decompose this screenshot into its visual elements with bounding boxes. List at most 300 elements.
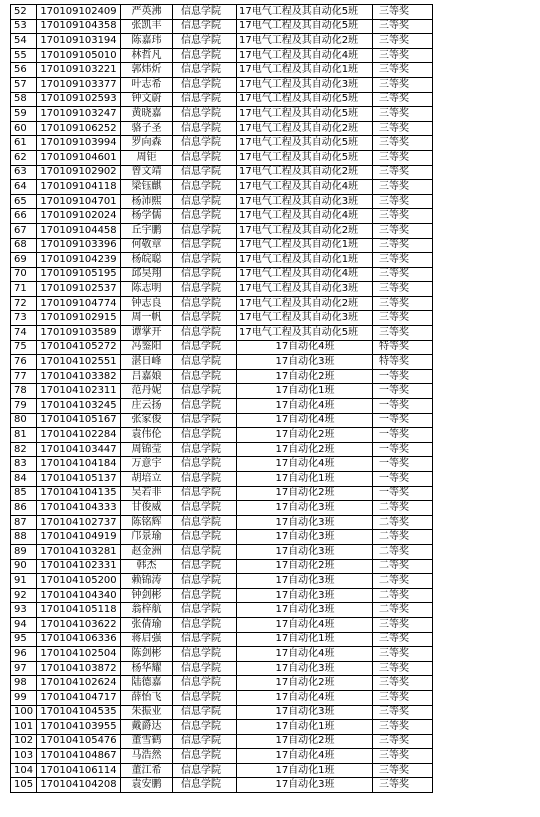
class-cell: 17自动化2班 [237, 428, 373, 443]
table-row [11, 209, 433, 224]
table-row [11, 457, 433, 472]
student-name-cell: 张倩瑜 [121, 617, 173, 632]
class-cell: 17自动化4班 [237, 647, 373, 662]
class-cell: 17自动化4班 [237, 690, 373, 705]
student-id-cell: 170109103221 [37, 63, 121, 78]
class-cell: 17电气工程及其自动化1班 [237, 238, 373, 253]
student-name-cell: 韩杰 [121, 559, 173, 574]
class-cell: 17电气工程及其自动化5班 [237, 5, 373, 20]
student-name-cell: 何敬章 [121, 238, 173, 253]
college-cell: 信息学院 [173, 165, 237, 180]
award-cell: 一等奖 [373, 428, 433, 443]
class-cell: 17自动化4班 [237, 457, 373, 472]
row-number-cell: 65 [11, 194, 37, 209]
student-name-cell: 严英沸 [121, 5, 173, 20]
student-id-cell: 170104104919 [37, 530, 121, 545]
student-name-cell: 林哲凡 [121, 48, 173, 63]
class-cell: 17自动化1班 [237, 763, 373, 778]
class-cell: 17电气工程及其自动化2班 [237, 34, 373, 49]
student-id-cell: 170104103955 [37, 720, 121, 735]
class-cell: 17自动化3班 [237, 355, 373, 370]
student-id-cell: 170109103396 [37, 238, 121, 253]
student-name-cell: 湛日峰 [121, 355, 173, 370]
award-cell: 二等奖 [373, 515, 433, 530]
award-cell: 二等奖 [373, 501, 433, 516]
class-cell: 17自动化3班 [237, 661, 373, 676]
college-cell: 信息学院 [173, 63, 237, 78]
student-name-cell: 陈剑彬 [121, 647, 173, 662]
row-number-cell: 76 [11, 355, 37, 370]
college-cell: 信息学院 [173, 92, 237, 107]
student-name-cell: 范丹妮 [121, 384, 173, 399]
table-row [11, 92, 433, 107]
student-name-cell: 叶志希 [121, 77, 173, 92]
award-cell: 三等奖 [373, 19, 433, 34]
college-cell: 信息学院 [173, 559, 237, 574]
table-row [11, 180, 433, 195]
student-name-cell: 谭掌开 [121, 326, 173, 341]
college-cell: 信息学院 [173, 486, 237, 501]
table-row [11, 778, 433, 793]
award-cell: 三等奖 [373, 253, 433, 268]
student-id-cell: 170104105167 [37, 413, 121, 428]
table-row [11, 603, 433, 618]
table-row [11, 311, 433, 326]
row-number-cell: 56 [11, 63, 37, 78]
class-cell: 17电气工程及其自动化2班 [237, 165, 373, 180]
student-id-cell: 170104102331 [37, 559, 121, 574]
award-cell: 三等奖 [373, 150, 433, 165]
student-id-cell: 170104105476 [37, 734, 121, 749]
student-name-cell: 陈嘉玮 [121, 34, 173, 49]
table-row [11, 647, 433, 662]
table-row [11, 399, 433, 414]
student-id-cell: 170109103589 [37, 326, 121, 341]
class-cell: 17电气工程及其自动化3班 [237, 77, 373, 92]
table-row [11, 705, 433, 720]
award-cell: 三等奖 [373, 617, 433, 632]
table-row [11, 486, 433, 501]
student-id-cell: 170109103994 [37, 136, 121, 151]
award-cell: 三等奖 [373, 282, 433, 297]
student-name-cell: 赵金洲 [121, 544, 173, 559]
student-id-cell: 170104102504 [37, 647, 121, 662]
class-cell: 17自动化4班 [237, 399, 373, 414]
award-cell: 二等奖 [373, 588, 433, 603]
class-cell: 17电气工程及其自动化1班 [237, 63, 373, 78]
college-cell: 信息学院 [173, 457, 237, 472]
table-row [11, 428, 433, 443]
award-cell: 二等奖 [373, 559, 433, 574]
award-cell: 三等奖 [373, 720, 433, 735]
student-id-cell: 170109104118 [37, 180, 121, 195]
student-id-cell: 170109104601 [37, 150, 121, 165]
class-cell: 17自动化3班 [237, 705, 373, 720]
award-cell: 三等奖 [373, 296, 433, 311]
award-table-body [11, 5, 433, 793]
award-cell: 一等奖 [373, 442, 433, 457]
college-cell: 信息学院 [173, 340, 237, 355]
college-cell: 信息学院 [173, 19, 237, 34]
class-cell: 17自动化2班 [237, 442, 373, 457]
table-row [11, 165, 433, 180]
student-name-cell: 薛怡飞 [121, 690, 173, 705]
row-number-cell: 90 [11, 559, 37, 574]
student-name-cell: 蒋启强 [121, 632, 173, 647]
table-row [11, 150, 433, 165]
table-row [11, 632, 433, 647]
college-cell: 信息学院 [173, 296, 237, 311]
award-cell: 三等奖 [373, 5, 433, 20]
college-cell: 信息学院 [173, 763, 237, 778]
college-cell: 信息学院 [173, 705, 237, 720]
row-number-cell: 64 [11, 180, 37, 195]
college-cell: 信息学院 [173, 690, 237, 705]
class-cell: 17自动化3班 [237, 574, 373, 589]
class-cell: 17电气工程及其自动化4班 [237, 267, 373, 282]
student-name-cell: 陈铭辉 [121, 515, 173, 530]
college-cell: 信息学院 [173, 515, 237, 530]
table-row [11, 253, 433, 268]
student-id-cell: 170109102024 [37, 209, 121, 224]
college-cell: 信息学院 [173, 544, 237, 559]
table-row [11, 48, 433, 63]
award-cell: 特等奖 [373, 340, 433, 355]
college-cell: 信息学院 [173, 442, 237, 457]
class-cell: 17电气工程及其自动化1班 [237, 253, 373, 268]
class-cell: 17自动化3班 [237, 544, 373, 559]
student-id-cell: 170104105200 [37, 574, 121, 589]
table-row [11, 559, 433, 574]
award-cell: 一等奖 [373, 472, 433, 487]
row-number-cell: 71 [11, 282, 37, 297]
college-cell: 信息学院 [173, 223, 237, 238]
student-name-cell: 袁伟伦 [121, 428, 173, 443]
student-id-cell: 170104104184 [37, 457, 121, 472]
student-name-cell: 杨华耀 [121, 661, 173, 676]
student-name-cell: 郭炜炘 [121, 63, 173, 78]
table-row [11, 238, 433, 253]
row-number-cell: 98 [11, 676, 37, 691]
row-number-cell: 87 [11, 515, 37, 530]
award-cell: 一等奖 [373, 384, 433, 399]
student-id-cell: 170109103377 [37, 77, 121, 92]
class-cell: 17自动化4班 [237, 413, 373, 428]
table-row [11, 223, 433, 238]
student-name-cell: 冯鉴阳 [121, 340, 173, 355]
college-cell: 信息学院 [173, 180, 237, 195]
row-number-cell: 103 [11, 749, 37, 764]
award-cell: 一等奖 [373, 399, 433, 414]
row-number-cell: 105 [11, 778, 37, 793]
class-cell: 17自动化2班 [237, 369, 373, 384]
college-cell: 信息学院 [173, 209, 237, 224]
row-number-cell: 59 [11, 107, 37, 122]
award-cell: 三等奖 [373, 77, 433, 92]
table-row [11, 5, 433, 20]
college-cell: 信息学院 [173, 530, 237, 545]
row-number-cell: 52 [11, 5, 37, 20]
row-number-cell: 60 [11, 121, 37, 136]
row-number-cell: 62 [11, 150, 37, 165]
row-number-cell: 67 [11, 223, 37, 238]
row-number-cell: 82 [11, 442, 37, 457]
student-name-cell: 周锦莹 [121, 442, 173, 457]
award-cell: 三等奖 [373, 311, 433, 326]
row-number-cell: 95 [11, 632, 37, 647]
student-name-cell: 张家俊 [121, 413, 173, 428]
award-cell: 三等奖 [373, 107, 433, 122]
student-name-cell: 邝景瑜 [121, 530, 173, 545]
student-id-cell: 170109105195 [37, 267, 121, 282]
college-cell: 信息学院 [173, 107, 237, 122]
table-row [11, 763, 433, 778]
student-id-cell: 170104105272 [37, 340, 121, 355]
row-number-cell: 85 [11, 486, 37, 501]
class-cell: 17自动化4班 [237, 617, 373, 632]
student-id-cell: 170104102284 [37, 428, 121, 443]
award-cell: 三等奖 [373, 34, 433, 49]
student-id-cell: 170109105010 [37, 48, 121, 63]
student-id-cell: 170104102737 [37, 515, 121, 530]
student-name-cell: 丘宇鹏 [121, 223, 173, 238]
row-number-cell: 89 [11, 544, 37, 559]
class-cell: 17自动化3班 [237, 778, 373, 793]
student-name-cell: 吴若非 [121, 486, 173, 501]
row-number-cell: 100 [11, 705, 37, 720]
class-cell: 17电气工程及其自动化5班 [237, 19, 373, 34]
award-cell: 三等奖 [373, 326, 433, 341]
college-cell: 信息学院 [173, 413, 237, 428]
student-id-cell: 170109102537 [37, 282, 121, 297]
class-cell: 17电气工程及其自动化5班 [237, 92, 373, 107]
table-row [11, 661, 433, 676]
row-number-cell: 93 [11, 603, 37, 618]
award-cell: 二等奖 [373, 603, 433, 618]
row-number-cell: 54 [11, 34, 37, 49]
student-id-cell: 170104103447 [37, 442, 121, 457]
college-cell: 信息学院 [173, 676, 237, 691]
award-cell: 三等奖 [373, 267, 433, 282]
row-number-cell: 72 [11, 296, 37, 311]
award-cell: 三等奖 [373, 48, 433, 63]
student-id-cell: 170109104358 [37, 19, 121, 34]
row-number-cell: 94 [11, 617, 37, 632]
class-cell: 17电气工程及其自动化3班 [237, 282, 373, 297]
class-cell: 17电气工程及其自动化3班 [237, 194, 373, 209]
class-cell: 17电气工程及其自动化4班 [237, 180, 373, 195]
college-cell: 信息学院 [173, 384, 237, 399]
table-row [11, 574, 433, 589]
table-row [11, 63, 433, 78]
award-cell: 二等奖 [373, 544, 433, 559]
award-cell: 二等奖 [373, 530, 433, 545]
award-cell: 一等奖 [373, 413, 433, 428]
student-id-cell: 170104103281 [37, 544, 121, 559]
table-row [11, 720, 433, 735]
student-name-cell: 吕嘉娘 [121, 369, 173, 384]
table-row [11, 530, 433, 545]
table-row [11, 501, 433, 516]
award-cell: 二等奖 [373, 574, 433, 589]
table-row [11, 676, 433, 691]
award-cell: 三等奖 [373, 763, 433, 778]
row-number-cell: 66 [11, 209, 37, 224]
row-number-cell: 80 [11, 413, 37, 428]
table-row [11, 34, 433, 49]
table-row [11, 107, 433, 122]
award-cell: 一等奖 [373, 369, 433, 384]
student-name-cell: 庄云扬 [121, 399, 173, 414]
student-name-cell: 陈志明 [121, 282, 173, 297]
row-number-cell: 96 [11, 647, 37, 662]
row-number-cell: 91 [11, 574, 37, 589]
class-cell: 17自动化1班 [237, 472, 373, 487]
table-row [11, 515, 433, 530]
college-cell: 信息学院 [173, 355, 237, 370]
student-id-cell: 170104104135 [37, 486, 121, 501]
student-name-cell: 赖锦涛 [121, 574, 173, 589]
table-row [11, 617, 433, 632]
table-row [11, 442, 433, 457]
student-id-cell: 170109104458 [37, 223, 121, 238]
student-name-cell: 周一帆 [121, 311, 173, 326]
student-name-cell: 钟剑彬 [121, 588, 173, 603]
class-cell: 17电气工程及其自动化2班 [237, 296, 373, 311]
student-id-cell: 170109106252 [37, 121, 121, 136]
student-id-cell: 170104103872 [37, 661, 121, 676]
student-id-cell: 170109102902 [37, 165, 121, 180]
college-cell: 信息学院 [173, 428, 237, 443]
row-number-cell: 83 [11, 457, 37, 472]
class-cell: 17自动化4班 [237, 340, 373, 355]
student-id-cell: 170104104717 [37, 690, 121, 705]
college-cell: 信息学院 [173, 588, 237, 603]
student-name-cell: 马浩然 [121, 749, 173, 764]
student-id-cell: 170104106114 [37, 763, 121, 778]
student-id-cell: 170109102409 [37, 5, 121, 20]
award-cell: 三等奖 [373, 705, 433, 720]
award-cell: 特等奖 [373, 355, 433, 370]
student-name-cell: 董雪鹤 [121, 734, 173, 749]
class-cell: 17电气工程及其自动化5班 [237, 150, 373, 165]
student-name-cell: 钟文蔚 [121, 92, 173, 107]
college-cell: 信息学院 [173, 121, 237, 136]
college-cell: 信息学院 [173, 720, 237, 735]
table-row [11, 340, 433, 355]
row-number-cell: 57 [11, 77, 37, 92]
award-cell: 三等奖 [373, 749, 433, 764]
row-number-cell: 86 [11, 501, 37, 516]
table-row [11, 194, 433, 209]
row-number-cell: 53 [11, 19, 37, 34]
table-row [11, 121, 433, 136]
college-cell: 信息学院 [173, 136, 237, 151]
table-row [11, 282, 433, 297]
college-cell: 信息学院 [173, 617, 237, 632]
row-number-cell: 79 [11, 399, 37, 414]
student-name-cell: 罗向森 [121, 136, 173, 151]
table-row [11, 296, 433, 311]
student-name-cell: 周钜 [121, 150, 173, 165]
award-cell: 三等奖 [373, 676, 433, 691]
award-cell: 三等奖 [373, 121, 433, 136]
award-table [10, 4, 433, 793]
row-number-cell: 77 [11, 369, 37, 384]
award-cell: 一等奖 [373, 457, 433, 472]
college-cell: 信息学院 [173, 647, 237, 662]
award-cell: 三等奖 [373, 92, 433, 107]
student-name-cell: 戴爵达 [121, 720, 173, 735]
award-cell: 三等奖 [373, 209, 433, 224]
table-row [11, 136, 433, 151]
table-row [11, 355, 433, 370]
student-id-cell: 170104104535 [37, 705, 121, 720]
class-cell: 17自动化4班 [237, 749, 373, 764]
table-row [11, 413, 433, 428]
row-number-cell: 104 [11, 763, 37, 778]
table-row [11, 369, 433, 384]
award-cell: 三等奖 [373, 180, 433, 195]
class-cell: 17电气工程及其自动化5班 [237, 326, 373, 341]
table-row [11, 734, 433, 749]
student-name-cell: 曾文靖 [121, 165, 173, 180]
row-number-cell: 55 [11, 48, 37, 63]
college-cell: 信息学院 [173, 48, 237, 63]
row-number-cell: 69 [11, 253, 37, 268]
college-cell: 信息学院 [173, 472, 237, 487]
student-id-cell: 170104104867 [37, 749, 121, 764]
student-id-cell: 170104104333 [37, 501, 121, 516]
college-cell: 信息学院 [173, 267, 237, 282]
award-cell: 三等奖 [373, 778, 433, 793]
student-name-cell: 翁梓航 [121, 603, 173, 618]
student-name-cell: 胡培立 [121, 472, 173, 487]
class-cell: 17自动化3班 [237, 588, 373, 603]
student-id-cell: 170104103382 [37, 369, 121, 384]
class-cell: 17自动化2班 [237, 559, 373, 574]
class-cell: 17电气工程及其自动化5班 [237, 107, 373, 122]
class-cell: 17自动化3班 [237, 501, 373, 516]
class-cell: 17电气工程及其自动化2班 [237, 121, 373, 136]
student-name-cell: 袁安鹏 [121, 778, 173, 793]
row-number-cell: 84 [11, 472, 37, 487]
student-name-cell: 甘俊威 [121, 501, 173, 516]
college-cell: 信息学院 [173, 282, 237, 297]
class-cell: 17电气工程及其自动化4班 [237, 209, 373, 224]
row-number-cell: 97 [11, 661, 37, 676]
row-number-cell: 99 [11, 690, 37, 705]
award-cell: 三等奖 [373, 647, 433, 662]
award-cell: 三等奖 [373, 632, 433, 647]
class-cell: 17自动化2班 [237, 734, 373, 749]
student-name-cell: 杨学儒 [121, 209, 173, 224]
student-id-cell: 170104104208 [37, 778, 121, 793]
award-cell: 三等奖 [373, 194, 433, 209]
student-id-cell: 170109102593 [37, 92, 121, 107]
class-cell: 17自动化1班 [237, 720, 373, 735]
student-id-cell: 170104106336 [37, 632, 121, 647]
award-cell: 一等奖 [373, 486, 433, 501]
row-number-cell: 92 [11, 588, 37, 603]
college-cell: 信息学院 [173, 311, 237, 326]
student-name-cell: 万意宇 [121, 457, 173, 472]
row-number-cell: 88 [11, 530, 37, 545]
student-id-cell: 170104102624 [37, 676, 121, 691]
table-row [11, 690, 433, 705]
award-cell: 三等奖 [373, 238, 433, 253]
student-id-cell: 170104102311 [37, 384, 121, 399]
